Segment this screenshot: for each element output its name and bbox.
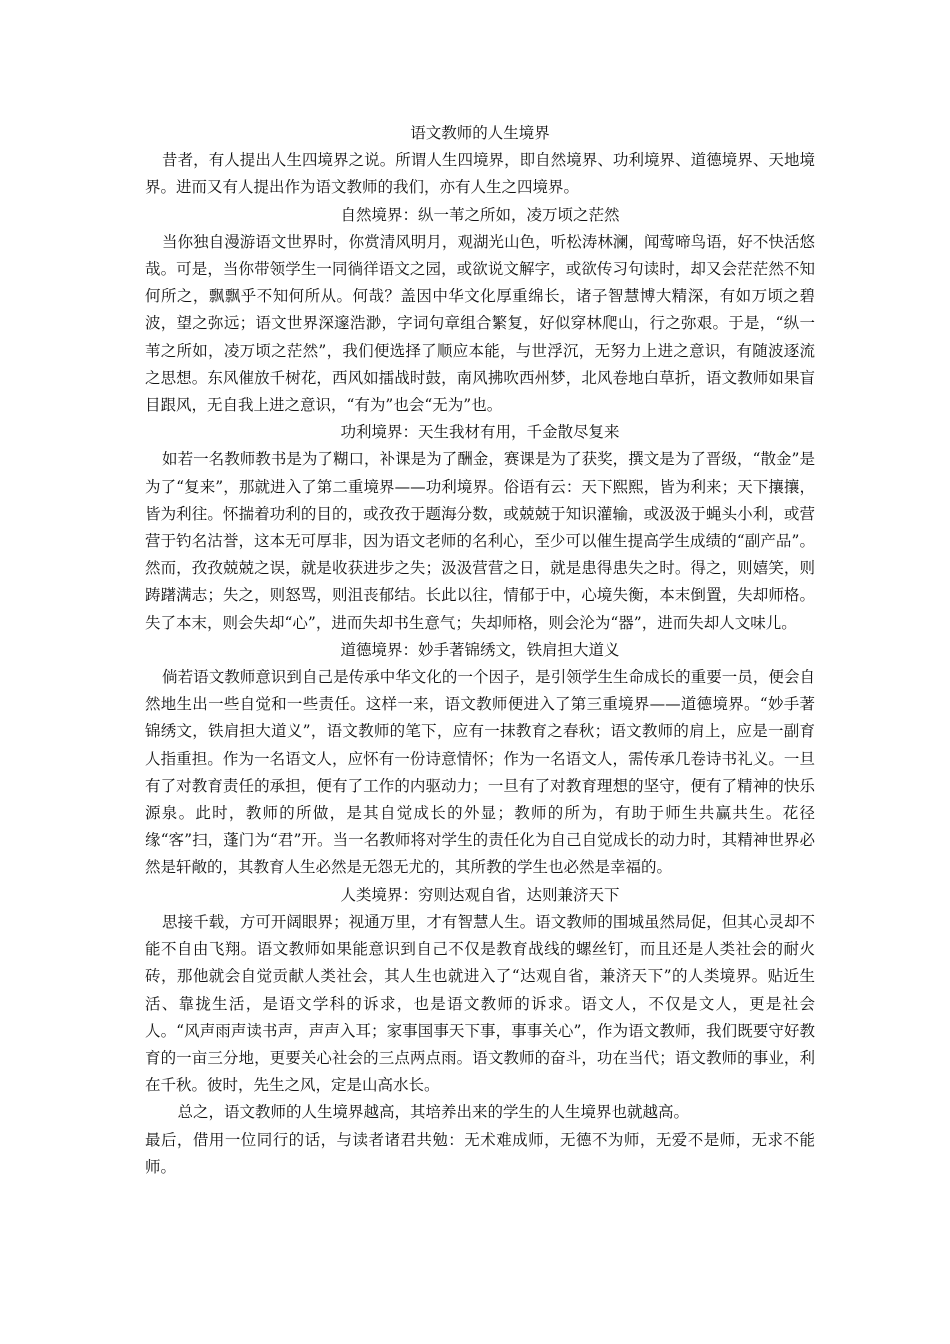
section-body-moral: 倘若语文教师意识到自己是传承中华文化的一个因子，是引领学生生命成长的重要一员，便会自然地生出一些自觉和一些责任。这样一来，语文教师便进入了第三重境界——道德境界。“妙手著锦绣文，铁肩担大道义”，语文教师的笔下，应有一抹教育之春秋；语文教师的肩上，应是一副育人指重担。作为一名语文人，应怀有一份诗意情怀；作为一名语文人，需传承几卷诗书礼义。一旦有了对教育责任的承担，便有了工作的内驱动力；一旦有了对教育理想的坚守，便有了精神的快乐源泉。此时，教师的所做，是其自觉成长的外显；教师的所为，有助于师生共赢共生。花径缘“客”扫，蓬门为“君”开。当一名教师将对学生的责任化为自己自觉成长的动力时，其精神世界必然是轩敞的，其教育人生必然是无怨无尤的，其所教的学生也必然是幸福的。 bbox=[145, 668, 815, 877]
conclusion-paragraph: 总之，语文教师的人生境界越高，其培养出来的学生的人生境界也就越高。 bbox=[177, 1103, 690, 1122]
section-heading-moral: 道德境界：妙手著锦绣文，铁肩担大道义 bbox=[340, 640, 620, 659]
document-title: 语文教师的人生境界 bbox=[410, 124, 550, 142]
section-body-humanity: 思接千载，方可开阔眼界；视通万里，才有智慧人生。语文教师的围城虽然局促，但其心灵却不能不自由飞翔。语文教师如果能意识到自己不仅是教育战线的螺丝钉，而且还是人类社会的耐火砖，那他就会自觉贡献人类社会，其人生也就进入了“达观自省，兼济天下”的人类境界。贴近生活、靠拢生活，是语文学科的诉求，也是语文教师的诉求。语文人，不仅是文人，更是社会人。“风声雨声读书声，声声入耳；家事国事天下事，事事关心”，作为语文教师，我们既要守好教育的一亩三分地，更要关心社会的三点两点雨。语文教师的奋斗，功在当代；语文教师的事业，利在千秋。彼时，先生之风，定是山高水长。 bbox=[145, 912, 815, 1095]
section-heading-natural: 自然境界：纵一苇之所如，凌万顷之茫然 bbox=[340, 205, 620, 224]
section-heading-utilitarian: 功利境界：天生我材有用，千金散尽复来 bbox=[340, 423, 620, 442]
document-page bbox=[145, 120, 815, 1181]
section-body-utilitarian: 如若一名教师教书是为了糊口，补课是为了酬金，赛课是为了获奖，撰文是为了晋级，“散金”是为了“复来”，那就进入了第二重境界——功利境界。俗语有云：天下熙熙，皆为利来；天下攘攘，皆为利往。怀揣着功利的目的，或孜孜于题海分数，或兢兢于知识灌输，或汲汲于蝇头小利，或营营于钓名沽誉，这本无可厚非，因为语文老师的名利心，至少可以催生提高学生成绩的“副产品”。然而，孜孜兢兢之误，就是收获进步之失；汲汲营营之日，就是患得患失之时。得之，则嬉笑，则踌躇满志；失之，则怒骂，则沮丧郁结。长此以往，情郁于中，心境失衡，本末倒置，失却师格。失了本末，则会失却“心”，进而失却书生意气；失却师格，则会沦为“器”，进而失却人文味儿。 bbox=[145, 450, 815, 632]
section-heading-humanity: 人类境界：穷则达观自省，达则兼济天下 bbox=[340, 885, 620, 904]
closing-paragraph: 最后，借用一位同行的话，与读者诸君共勉：无术难成师，无德不为师，无爱不是师，无求不能师。 bbox=[145, 1130, 815, 1176]
intro-paragraph: 昔者，有人提出人生四境界之说。所谓人生四境界，即自然境界、功利境界、道德境界、天地境界。进而又有人提出作为语文教师的我们，亦有人生之四境界。 bbox=[145, 151, 815, 197]
section-body-natural: 当你独自漫游语文世界时，你赏清风明月，观湖光山色，听松涛林澜，闻莺啼鸟语，好不快活悠哉。可是，当你带领学生一同徜徉语文之园，或欲说文解字，或欲传习句读时，却又会茫茫然不知何所之，飘飘乎不知何所从。何哉？盖因中华文化厚重绵长，诸子智慧博大精深，有如万顷之碧波，望之弥远；语文世界深邃浩渺，字词句章组合繁复，好似穿林爬山，行之弥艰。于是，“纵一苇之所如，凌万顷之茫然”，我们便选择了顺应本能，与世浮沉，无努力上进之意识，有随波逐流之思想。东风催放千树花，西风如擂战时鼓，南风拂吹西州梦，北风卷地白草折，语文教师如果盲目跟风，无自我上进之意识，“有为”也会“无为”也。 bbox=[145, 232, 815, 415]
